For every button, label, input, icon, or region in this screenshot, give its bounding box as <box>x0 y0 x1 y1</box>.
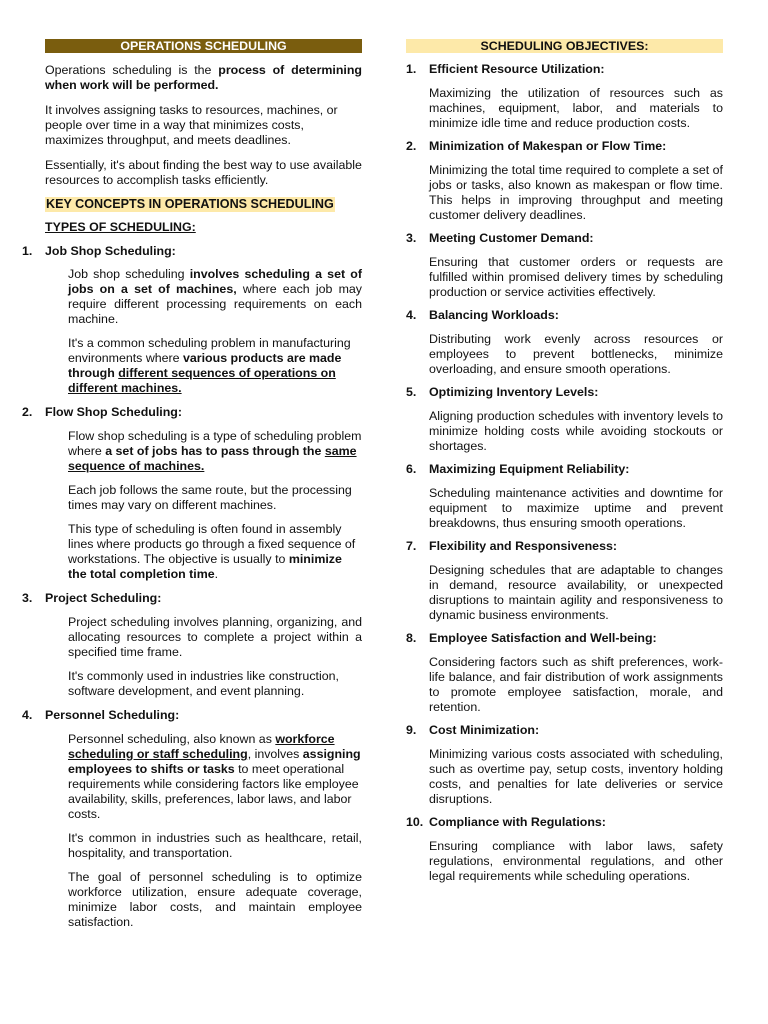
personnel-paragraph-1: Personnel scheduling, also known as workforce scheduling or staff scheduling, involves assigning employees to shifts or tasks to meet operational requirements while considering factors like employee availability, skills, preferences, labor laws, and labor costs. <box>68 732 361 821</box>
objective-heading <box>406 231 723 246</box>
objective-heading <box>406 308 723 323</box>
objective-heading <box>406 631 723 646</box>
objective-description: Aligning production schedules with inventory levels to minimize holding costs while avoiding stockouts or shortages. <box>429 409 723 453</box>
objective-title: Efficient Resource Utilization: <box>429 62 605 76</box>
type-project-heading: 3. Project Scheduling: <box>22 591 162 605</box>
scheduling-objectives-header: SCHEDULING OBJECTIVES: <box>406 39 723 53</box>
objective-title: Employee Satisfaction and Well-being: <box>429 631 657 645</box>
objectives-list <box>406 62 723 884</box>
right-column <box>406 39 723 884</box>
objective-heading <box>406 815 723 830</box>
objective-title: Balancing Workloads: <box>429 308 559 322</box>
objective-title: Maximizing Equipment Reliability: <box>429 462 630 476</box>
job-shop-paragraph-2: It's a common scheduling problem in manufacturing environments where various products are made through different sequences of operations on different machines. <box>68 336 351 395</box>
objective-number: 6. <box>406 462 417 476</box>
objective-description: Distributing work evenly across resources or employees to prevent bottlenecks, minimize overloading, and ensure smooth operations. <box>429 332 723 376</box>
type-job-shop-heading: 1. Job Shop Scheduling: <box>22 244 176 258</box>
objective-heading <box>406 723 723 738</box>
objective-heading <box>406 462 723 477</box>
types-of-scheduling-heading: TYPES OF SCHEDULING: <box>45 220 196 234</box>
operations-scheduling-header: OPERATIONS SCHEDULING <box>45 39 362 53</box>
objective-description: Ensuring that customer orders or requests are fulfilled within promised delivery times by scheduling production or service activities effectively. <box>429 255 723 299</box>
objective-description: Designing schedules that are adaptable to changes in demand, resource availability, or unexpected disruptions to maintain agility and responsiveness to dynamic business environments. <box>429 563 723 622</box>
intro-paragraph-2: It involves assigning tasks to resources, machines, or people over time in a way that minimizes costs, maximizes throughput, and meets deadlines. <box>45 103 338 147</box>
objective-heading <box>406 62 723 77</box>
objective-title: Flexibility and Responsiveness: <box>429 539 617 553</box>
objective-title: Compliance with Regulations: <box>429 815 606 829</box>
flow-shop-paragraph-1: Flow shop scheduling is a type of scheduling problem where a set of jobs has to pass through the same sequence of machines. <box>68 429 362 473</box>
objective-heading <box>406 139 723 154</box>
objective-description: Maximizing the utilization of resources such as machines, equipment, labor, and materials to minimize idle time and reduce production costs. <box>429 86 723 130</box>
personnel-paragraph-3: The goal of personnel scheduling is to optimize workforce utilization, ensure adequate coverage, minimize labor costs, and maintain employee satisfaction. <box>68 870 362 929</box>
project-paragraph-2: It's commonly used in industries like construction, software development, and event planning. <box>68 669 339 698</box>
objective-number: 9. <box>406 723 417 737</box>
job-shop-paragraph-1: Job shop scheduling involves scheduling a set of jobs on a set of machines, where each job may require different processing requirements on each machine. <box>68 267 362 326</box>
project-paragraph-1: Project scheduling involves planning, organizing, and allocating resources to complete a project within a specified time frame. <box>68 615 362 659</box>
objective-title: Minimization of Makespan or Flow Time: <box>429 139 667 153</box>
objective-number: 5. <box>406 385 417 399</box>
flow-shop-paragraph-3: This type of scheduling is often found in assembly lines where products go through a fixed sequence of workstations. The objective is usually to minimize the total completion time. <box>68 522 356 581</box>
objective-number: 1. <box>406 62 417 76</box>
objective-heading <box>406 385 723 400</box>
objective-number: 2. <box>406 139 417 153</box>
objective-heading <box>406 539 723 554</box>
objective-description: Scheduling maintenance activities and downtime for equipment to maximize uptime and prevent breakdowns, thus ensuring smooth operations. <box>429 486 723 530</box>
objective-description: Ensuring compliance with labor laws, safety regulations, environmental regulations, and other legal requirements while scheduling operations. <box>429 839 723 883</box>
key-concepts-heading: KEY CONCEPTS IN OPERATIONS SCHEDULING <box>46 197 334 211</box>
flow-shop-paragraph-2: Each job follows the same route, but the processing times may vary on different machines. <box>68 483 352 512</box>
objective-number: 10. <box>406 815 424 829</box>
left-column <box>22 39 363 930</box>
objective-number: 3. <box>406 231 417 245</box>
objective-title: Meeting Customer Demand: <box>429 231 594 245</box>
objective-number: 7. <box>406 539 417 553</box>
objective-title: Cost Minimization: <box>429 723 540 737</box>
objective-number: 8. <box>406 631 417 645</box>
type-flow-shop-heading: 2. Flow Shop Scheduling: <box>22 405 182 419</box>
objective-title: Optimizing Inventory Levels: <box>429 385 599 399</box>
objective-number: 4. <box>406 308 417 322</box>
intro-paragraph-3: Essentially, it's about finding the best way to use available resources to accomplish tasks efficiently. <box>45 158 362 187</box>
personnel-paragraph-2: It's common in industries such as healthcare, retail, hospitality, and transportation. <box>68 831 362 860</box>
objective-description: Minimizing the total time required to complete a set of jobs or tasks, also known as makespan or flow time. This helps in improving throughput and meeting customer delivery deadlines. <box>429 163 723 222</box>
objective-description: Considering factors such as shift preferences, work-life balance, and fair distribution of work assignments to promote employee satisfaction, morale, and retention. <box>429 655 723 714</box>
type-personnel-heading: 4. Personnel Scheduling: <box>22 708 180 722</box>
intro-paragraph-1: Operations scheduling is the process of determining when work will be performed. <box>45 63 363 92</box>
objective-description: Minimizing various costs associated with scheduling, such as overtime pay, setup costs, inventory holding costs, and penalties for late deliveries or service disruptions. <box>429 747 723 806</box>
